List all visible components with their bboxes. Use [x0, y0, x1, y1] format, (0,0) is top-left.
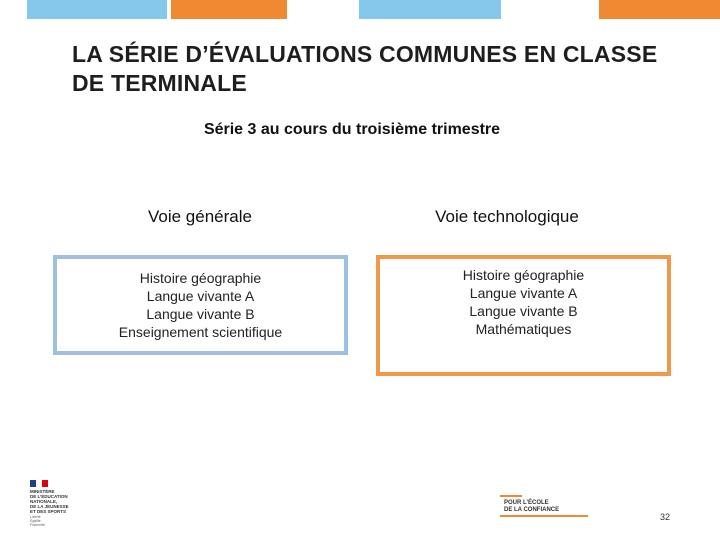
top-bar-orange-1 — [171, 0, 287, 19]
ministry-motto: Liberté Égalité Fraternité — [30, 515, 45, 527]
ministry-name: MINISTÈRE DE L’ÉDUCATION NATIONALE, DE LA JEUNESSE ET DES SPORTS — [30, 489, 69, 514]
subject-item: Enseignement scientifique — [118, 324, 283, 340]
subject-item: Histoire géographie — [139, 270, 262, 286]
logo-text-line: POUR L’ÉCOLE — [504, 500, 549, 506]
subject-item: Langue vivante B — [146, 306, 255, 322]
top-bar-blue-2 — [359, 0, 501, 19]
logo-accent-line — [500, 495, 522, 497]
slide-title: LA SÉRIE D’ÉVALUATIONS COMMUNES EN CLASSE DE TERMINALE — [72, 41, 658, 96]
subject-item: Langue vivante A — [469, 284, 578, 301]
french-flag-icon — [30, 480, 48, 487]
page-number: 32 — [659, 512, 670, 522]
ministry-logo — [30, 480, 80, 530]
top-bar-orange-2 — [599, 0, 720, 19]
subjects-box-voie-technologique — [376, 255, 671, 376]
ecole-de-la-confiance-logo — [500, 495, 592, 525]
subject-item: Mathématiques — [475, 320, 572, 337]
subjects-box-voie-generale — [53, 255, 348, 355]
top-bar-blue-1 — [27, 0, 167, 19]
subject-item: Histoire géographie — [462, 266, 585, 283]
logo-underline — [500, 515, 588, 517]
logo-text-line: DE LA CONFIANCE — [504, 507, 560, 513]
slide-subtitle: Série 3 au cours du troisième trimestre — [203, 121, 501, 138]
heading-voie-technologique: Voie technologique — [435, 207, 579, 226]
heading-voie-generale: Voie générale — [148, 207, 252, 226]
subject-item: Langue vivante B — [469, 302, 578, 319]
subject-item: Langue vivante A — [146, 288, 255, 304]
